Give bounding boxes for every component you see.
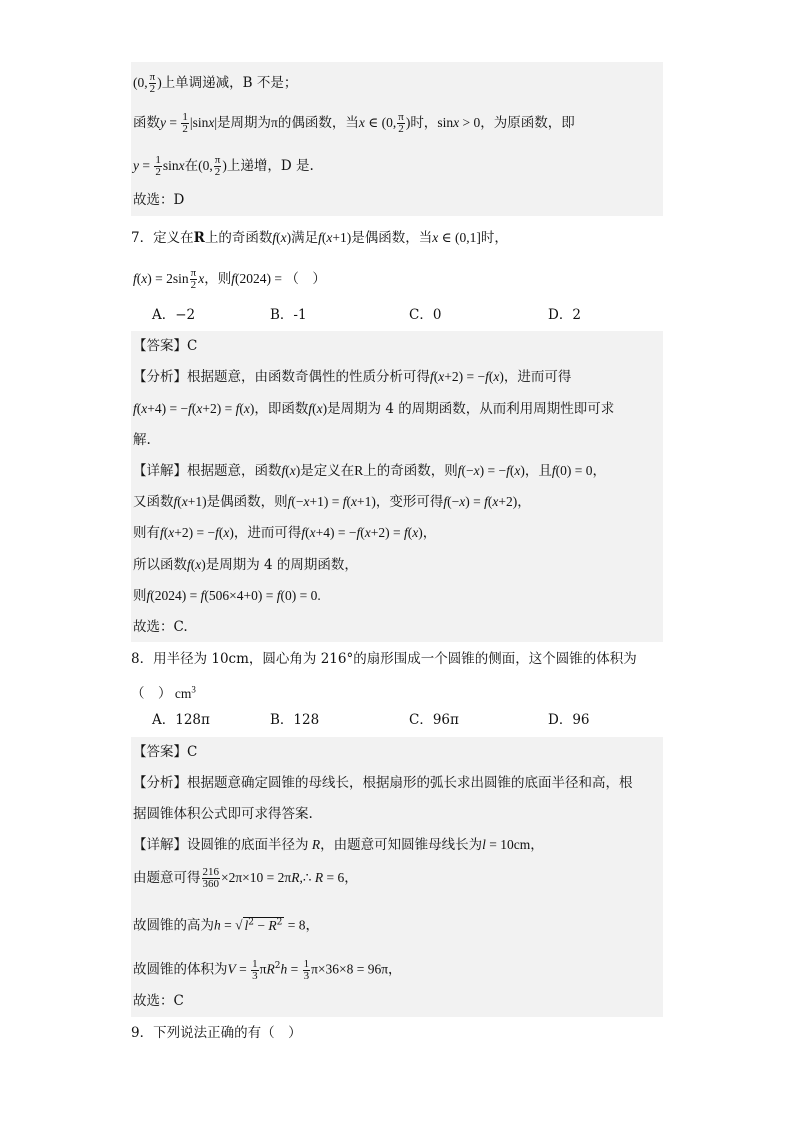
q7-option-c: C．0	[409, 307, 442, 323]
q7-detail-line-2: 又函数f(x+1)是偶函数，则f(−x+1) = f(x+1)，变形可得f(−x) = f(x+2)，	[133, 494, 531, 510]
q7-option-b: B．-1	[270, 307, 307, 323]
q8-option-a: A．128π	[152, 712, 210, 728]
q8-stem-line-2: （ ） $cm^3$	[131, 684, 196, 702]
p6-line-2: 函数y = $\frac{1}{2}$ |sinx|是周期为π的偶函数，当x ∈ (0, $\frac{\pi}{2}$ )时，sinx > 0，为原函数，即	[133, 111, 575, 135]
q7-final: 故选：C.	[133, 619, 188, 635]
q9-stem-line-1: 9．下列说法正确的有（ ）	[131, 1025, 302, 1041]
p6-line-1: (0, $\frac{\pi}{2}$ )上单调递减，B 不是；	[133, 71, 298, 95]
q8-answer: 【答案】C	[133, 744, 198, 760]
q8-detail-line-3: 故圆锥的高为h = √ $l^2 - R^2 = 8$，	[133, 917, 320, 934]
q7-stem-line-1: 7．定义在R上的奇函数f(x)满足f(x+1)是偶函数，当x ∈ (0,1]时，	[131, 230, 508, 246]
q8-option-c: C．96π	[409, 712, 459, 728]
q8-final: 故选：C	[133, 993, 184, 1009]
q7-detail-line-4: 所以函数f(x)是周期为 4 的周期函数，	[133, 557, 358, 573]
q7-detail-line-3: 则有f(x+2) = −f(x)，进而可得f(x+4) = −f(x+2) = f(x)，	[133, 525, 437, 541]
q7-answer: 【答案】C	[133, 338, 198, 354]
q7-detail-line-1: 【详解】根据题意，函数f(x)是定义在R上的奇函数，则f(−x) = −f(x)，且f(0) = 0，	[133, 463, 607, 479]
q8-option-b: B．128	[270, 712, 320, 728]
q8-analysis-line-1: 【分析】根据题意确定圆锥的母线长，根据扇形的弧长求出圆锥的底面半径和高，根	[133, 775, 633, 791]
q7-analysis-line-2: f(x+4) = −f(x+2) = f(x)，即函数f(x)是周期为 4 的周期函数，从而利用周期性即可求	[133, 401, 615, 417]
q8-option-d: D．96	[548, 712, 590, 728]
q8-detail-line-2: 由题意可得 $\frac{216}{360}$ ×2π×10 = 2πR,∴ R = 6，	[133, 866, 358, 890]
p6-line-3: y = $\frac{1}{2}$ sinx在(0, $\frac{\pi}{2}$ )上递增，D 是.	[133, 154, 314, 178]
q7-analysis-line-3: 解.	[133, 432, 151, 448]
q8-detail-line-1: 【详解】设圆锥的底面半径为 R，由题意可知圆锥母线长为l = 10cm，	[133, 837, 544, 853]
q7-option-d: D．2	[548, 307, 581, 323]
q8-detail-line-4: 故圆锥的体积为V = $\frac{1}{3}$ $\pi R^2h$ = $\frac{1}{3}$ π×36×8 = 96π，	[133, 957, 402, 982]
q7-option-a: A．−2	[152, 307, 196, 323]
q7-stem-line-2: f(x) = 2sin $\frac{\pi}{2}$ x，则f(2024) = （ ）	[133, 267, 326, 291]
q7-detail-line-5: 则f(2024) = f(506×4+0) = f(0) = 0.	[133, 588, 321, 604]
q8-stem-line-1: 8．用半径为 10cm，圆心角为 216°的扇形围成一个圆锥的侧面，这个圆锥的体积为	[131, 651, 637, 667]
q8-analysis-line-2: 据圆锥体积公式即可求得答案.	[133, 806, 313, 822]
q7-analysis-line-1: 【分析】根据题意，由函数奇偶性的性质分析可得f(x+2) = −f(x)，进而可得	[133, 369, 572, 385]
p6-final: 故选：D	[133, 192, 185, 208]
